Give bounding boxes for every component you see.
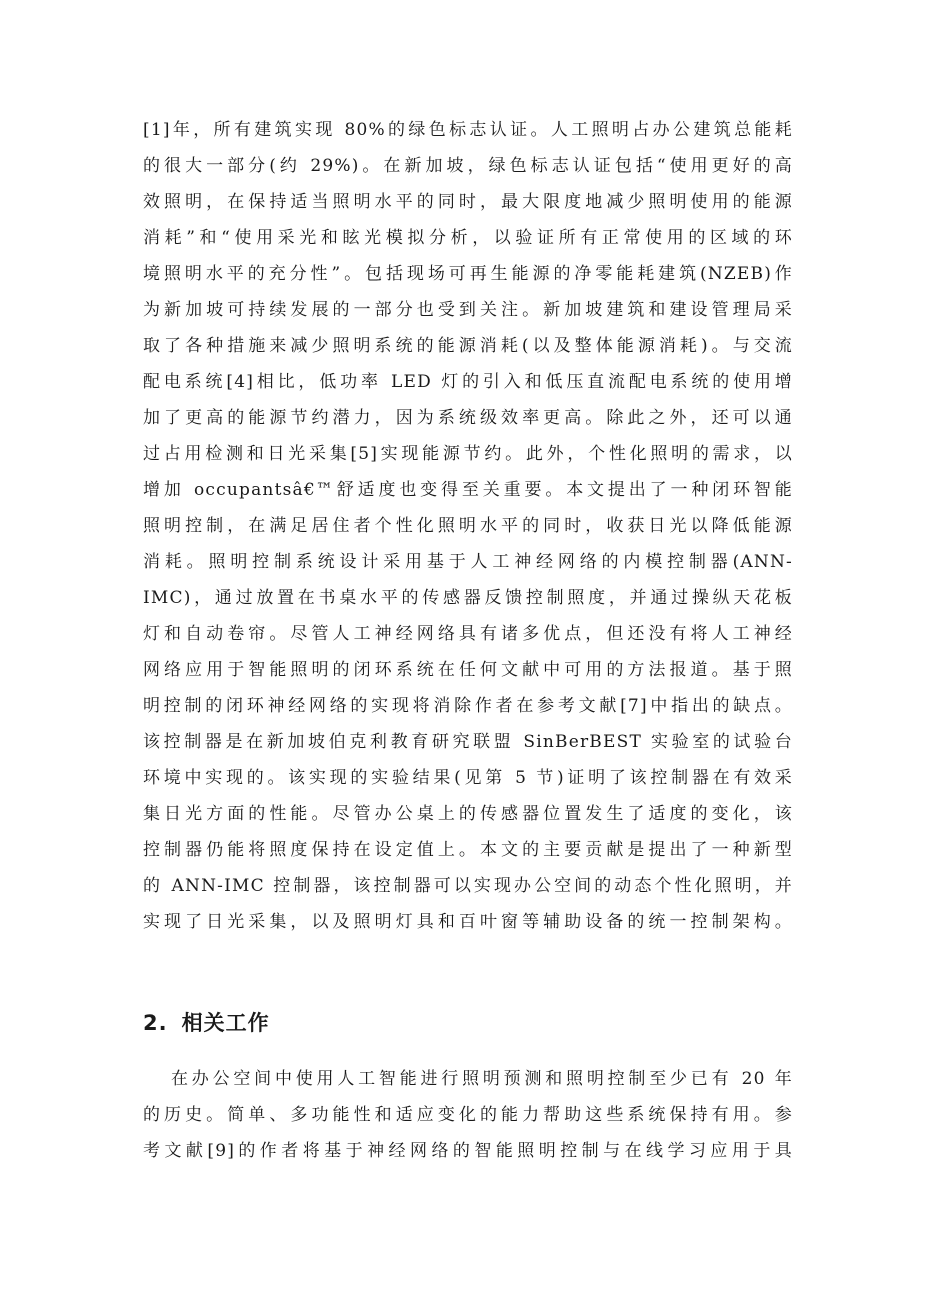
text-line: 集日光方面的性能。尽管办公桌上的传感器位置发生了适度的变化，该: [143, 804, 793, 824]
text-line: 的 ANN-IMC 控制器，该控制器可以实现办公空间的动态个性化照明，并: [143, 876, 793, 896]
text-line: 照明控制，在满足居住者个性化照明水平的同时，收获日光以降低能源: [143, 516, 793, 536]
text-line: 灯和自动卷帘。尽管人工神经网络具有诸多优点，但还没有将人工神经: [143, 624, 793, 644]
text-line: 实现了日光采集，以及照明灯具和百叶窗等辅助设备的统一控制架构。: [143, 912, 793, 932]
text-line: 消耗。照明控制系统设计采用基于人工神经网络的内模控制器(ANN-: [143, 552, 793, 572]
text-line: 取了各种措施来减少照明系统的能源消耗(以及整体能源消耗)。与交流: [143, 336, 793, 356]
text-line: 该控制器是在新加坡伯克利教育研究联盟 SinBerBEST 实验室的试验台: [143, 732, 793, 752]
text-line: 环境中实现的。该实现的实验结果(见第 5 节)证明了该控制器在有效采: [143, 768, 793, 788]
text-line: 消耗”和“使用采光和眩光模拟分析，以验证所有正常使用的区域的环: [143, 228, 793, 248]
text-line: 为新加坡可持续发展的一部分也受到关注。新加坡建筑和建设管理局采: [143, 300, 793, 320]
section-heading: [143, 1008, 270, 1038]
text-line: 境照明水平的充分性”。包括现场可再生能源的净零能耗建筑(NZEB)作: [143, 264, 793, 284]
text-line: 网络应用于智能照明的闭环系统在任何文献中可用的方法报道。基于照: [143, 660, 793, 680]
section-number: 2.: [143, 1011, 168, 1035]
text-line: 考文献[9]的作者将基于神经网络的智能照明控制与在线学习应用于具: [143, 1141, 793, 1161]
text-line: 在办公空间中使用人工智能进行照明预测和照明控制至少已有 20 年: [171, 1069, 793, 1089]
text-line: 配电系统[4]相比，低功率 LED 灯的引入和低压直流配电系统的使用增: [143, 372, 793, 392]
text-line: 增加 occupantsâ€™舒适度也变得至关重要。本文提出了一种闭环智能: [143, 480, 793, 500]
text-line: 加了更高的能源节约潜力，因为系统级效率更高。除此之外，还可以通: [143, 408, 793, 428]
text-line: 的很大一部分(约 29%)。在新加坡，绿色标志认证包括“使用更好的高: [143, 156, 793, 176]
text-line: 过占用检测和日光采集[5]实现能源节约。此外，个性化照明的需求，以: [143, 444, 793, 464]
text-line: [1]年，所有建筑实现 80%的绿色标志认证。人工照明占办公建筑总能耗: [143, 120, 793, 140]
text-line: 的历史。简单、多功能性和适应变化的能力帮助这些系统保持有用。参: [143, 1105, 793, 1125]
text-line: 明控制的闭环神经网络的实现将消除作者在参考文献[7]中指出的缺点。: [143, 696, 793, 716]
section-title: 相关工作: [181, 1011, 270, 1035]
text-line: 控制器仍能将照度保持在设定值上。本文的主要贡献是提出了一种新型: [143, 840, 793, 860]
text-line: IMC)，通过放置在书桌水平的传感器反馈控制照度，并通过操纵天花板: [143, 588, 793, 608]
text-line: 效照明，在保持适当照明水平的同时，最大限度地减少照明使用的能源: [143, 192, 793, 212]
